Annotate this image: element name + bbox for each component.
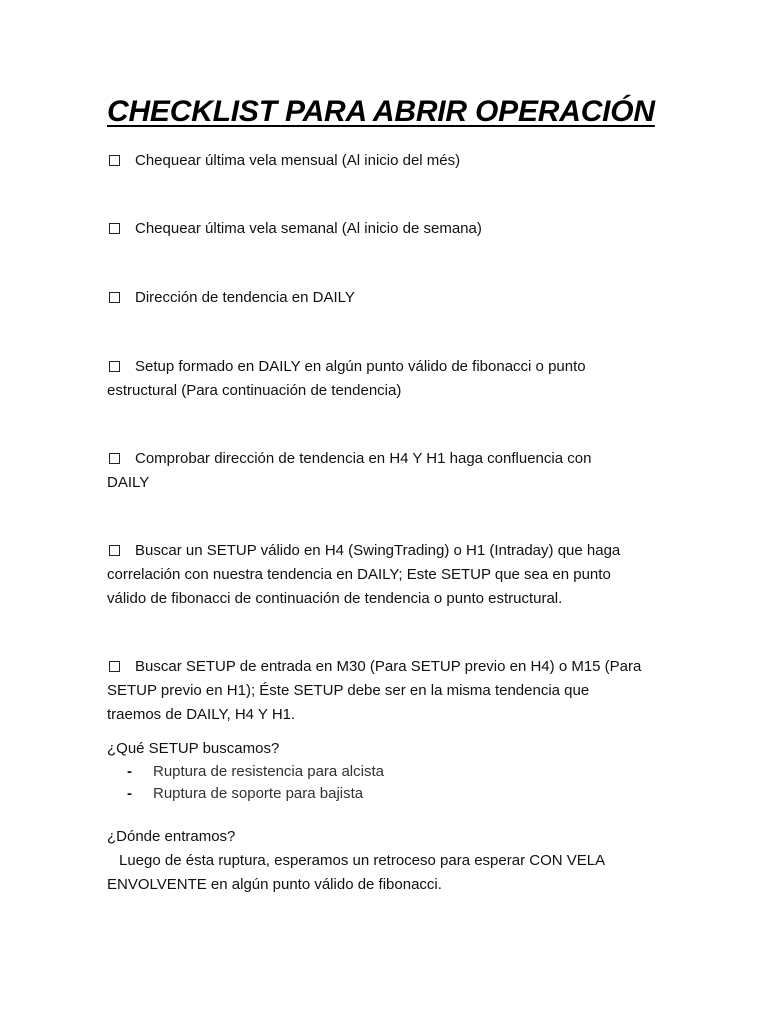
entry-answer-text: Luego de ésta ruptura, esperamos un retroceso para esperar CON VELA <box>119 852 606 869</box>
checkbox-icon[interactable] <box>109 661 120 672</box>
checklist-item-text: traemos de DAILY, H4 Y H1. <box>107 706 296 723</box>
entry-answer <box>107 849 667 897</box>
checklist-item-text: correlación con nuestra tendencia en DAILY; Este SETUP que sea en punto <box>107 566 611 583</box>
checkbox-icon[interactable] <box>109 453 120 464</box>
checklist-item-4 <box>107 355 667 403</box>
checklist-item-5 <box>107 447 667 495</box>
checklist-item-text: Buscar un SETUP válido en H4 (SwingTrading) o H1 (Intraday) que haga <box>135 542 621 559</box>
list-item <box>127 783 627 805</box>
checklist-item-text: Chequear última vela semanal (Al inicio de semana) <box>135 220 482 237</box>
checklist-item-text: SETUP previo en H1); Éste SETUP debe ser en la misma tendencia que <box>107 682 590 699</box>
checklist-item-3 <box>107 286 667 310</box>
checkbox-icon[interactable] <box>109 223 120 234</box>
checklist-item-text: Chequear última vela mensual (Al inicio del més) <box>135 152 461 169</box>
list-item-text: Ruptura de soporte para bajista <box>153 785 364 802</box>
entry-question: ¿Dónde entramos? <box>107 828 236 845</box>
list-item <box>127 761 627 783</box>
setup-bullet-list <box>127 761 627 805</box>
checklist-item-text: DAILY <box>107 474 150 491</box>
checklist-item-text: Buscar SETUP de entrada en M30 (Para SETUP previo en H4) o M15 (Para <box>135 658 642 675</box>
checklist-item-text: Setup formado en DAILY en algún punto válido de fibonacci o punto <box>135 358 586 375</box>
checklist-item-7 <box>107 655 667 727</box>
checkbox-icon[interactable] <box>109 292 120 303</box>
checklist-item-2 <box>107 217 667 241</box>
dash-bullet-icon: - <box>127 785 132 802</box>
checkbox-icon[interactable] <box>109 545 120 556</box>
setup-question: ¿Qué SETUP buscamos? <box>107 740 280 757</box>
checklist-item-text: Comprobar dirección de tendencia en H4 Y H1 haga confluencia con <box>135 450 592 467</box>
checklist-item-text: estructural (Para continuación de tendencia) <box>107 382 402 399</box>
checklist-item-text: Dirección de tendencia en DAILY <box>135 289 355 306</box>
dash-bullet-icon: - <box>127 763 132 780</box>
checkbox-icon[interactable] <box>109 155 120 166</box>
list-item-text: Ruptura de resistencia para alcista <box>153 763 384 780</box>
checkbox-icon[interactable] <box>109 361 120 372</box>
checklist-item-6 <box>107 539 667 611</box>
checklist-item-1 <box>107 149 667 173</box>
entry-answer-text: ENVOLVENTE en algún punto válido de fibonacci. <box>107 876 442 893</box>
page-title: CHECKLIST PARA ABRIR OPERACIÓN <box>107 95 655 128</box>
checklist-item-text: válido de fibonacci de continuación de tendencia o punto estructural. <box>107 590 563 607</box>
